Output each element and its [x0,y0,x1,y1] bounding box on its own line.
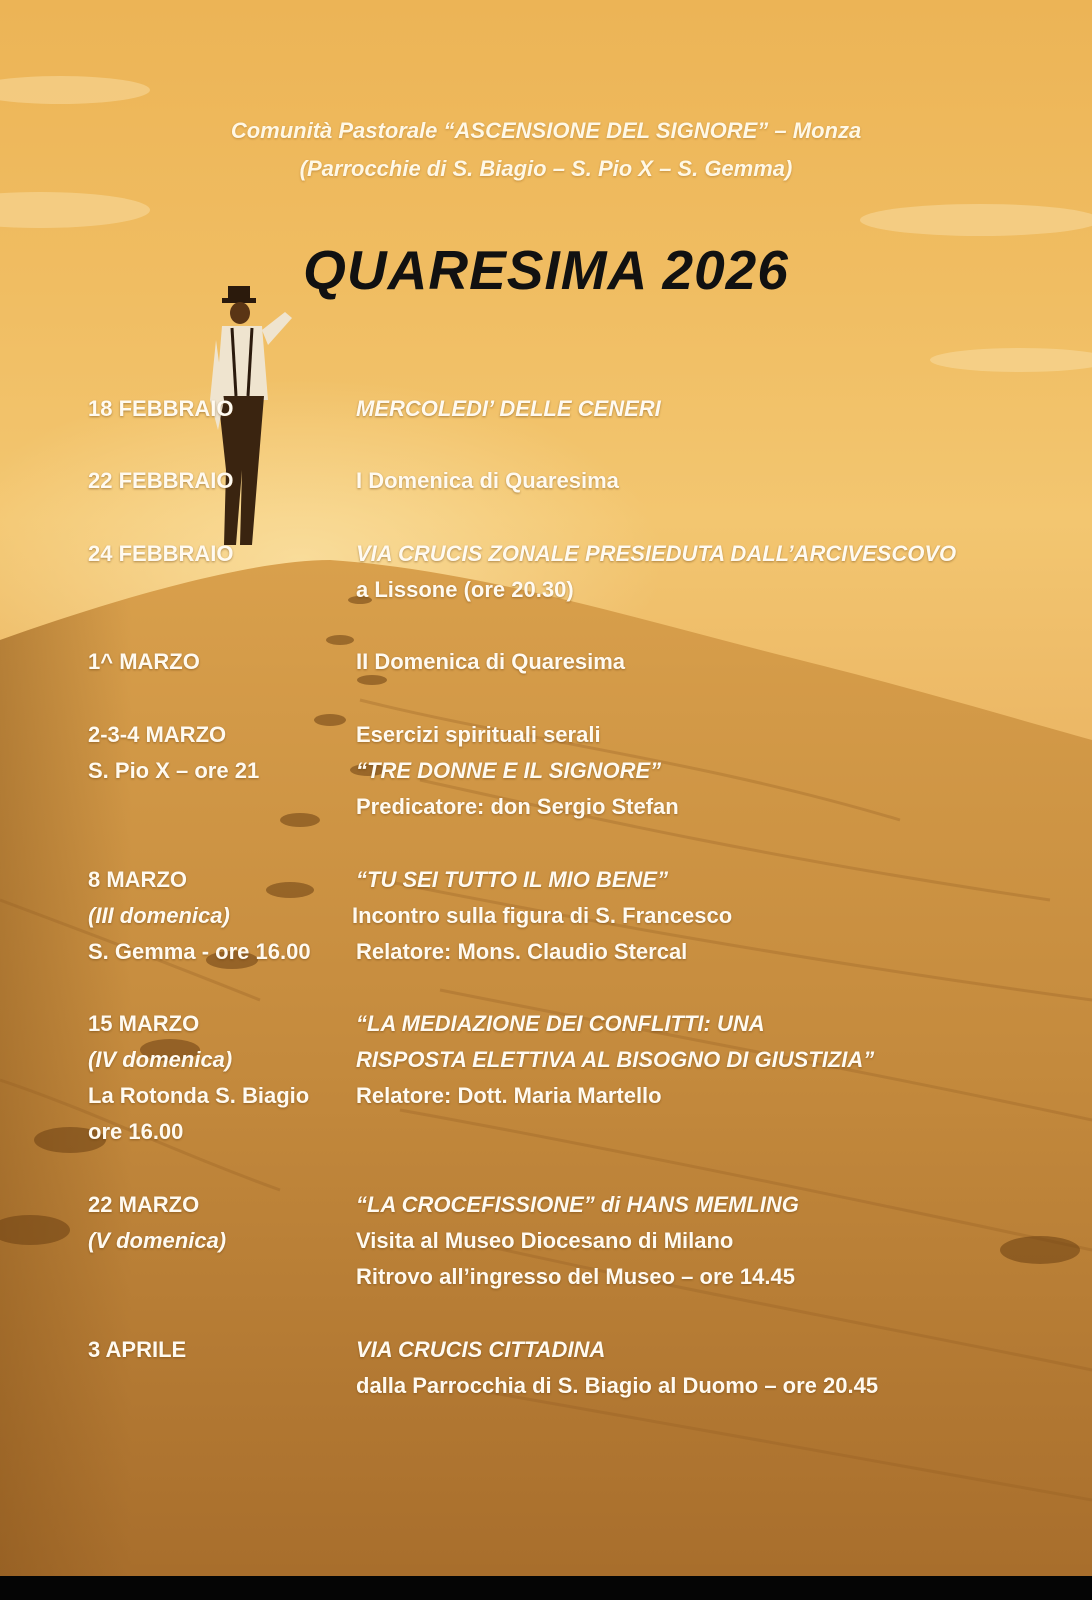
event-row [0,463,1092,499]
event-row [0,536,1092,572]
parishes-subheader: (Parrocchie di S. Biagio – S. Pio X – S. Gemma) [299,156,793,181]
event-title: II Domenica di Quaresima [356,649,625,674]
event-row [0,572,1092,608]
event-date: 22 MARZO [88,1192,200,1217]
event-date: 15 MARZO [88,1011,200,1036]
event-row [0,1368,1092,1404]
event-row [0,862,1092,898]
event-date: 24 FEBBRAIO [88,541,234,566]
event-subtitle: Visita al Museo Diocesano di Milano [356,1228,734,1253]
event-title: MERCOLEDI’ DELLE CENERI [356,396,661,421]
event-detail: dalla Parrocchia di S. Biagio al Duomo – ore 20.45 [356,1373,879,1398]
event-detail: a Lissone (ore 20.30) [356,577,574,602]
event-place: S. Gemma - ore 16.00 [88,939,311,964]
event-sunday: (III domenica) [88,903,230,928]
event-place: La Rotonda S. Biagio [88,1083,310,1108]
poster-title: QUARESIMA 2026 [303,239,789,301]
event-meeting: Ritrovo all’ingresso del Museo – ore 14.45 [356,1264,795,1289]
event-row [0,1187,1092,1223]
event-title: Esercizi spirituali serali [356,722,601,747]
event-subtitle: “TRE DONNE E IL SIGNORE” [356,758,662,783]
event-date: 1^ MARZO [88,649,200,674]
event-place: S. Pio X – ore 21 [88,758,260,783]
event-title: “LA MEDIAZIONE DEI CONFLITTI: UNA [356,1011,765,1036]
community-header: Comunità Pastorale “ASCENSIONE DEL SIGNORE” – Monza [230,118,862,143]
event-sunday: (V domenica) [88,1228,227,1253]
event-row [0,644,1092,680]
event-row [0,789,1092,825]
event-speaker: Predicatore: don Sergio Stefan [356,794,679,819]
event-title: “TU SEI TUTTO IL MIO BENE” [356,867,669,892]
event-row [0,1042,1092,1078]
event-title: I Domenica di Quaresima [356,468,619,493]
event-date: 8 MARZO [88,867,187,892]
event-row [0,1223,1092,1259]
bottom-bar [0,1576,1092,1600]
event-row [0,1078,1092,1114]
event-row [0,1332,1092,1368]
event-speaker: Relatore: Dott. Maria Martello [356,1083,662,1108]
event-title: VIA CRUCIS CITTADINA [356,1337,606,1362]
event-row [0,391,1092,427]
event-time: ore 16.00 [88,1119,184,1144]
event-row [0,717,1092,753]
event-date: 2-3-4 MARZO [88,722,227,747]
event-speaker: Relatore: Mons. Claudio Stercal [356,939,688,964]
event-row [0,1006,1092,1042]
event-date: 18 FEBBRAIO [88,396,234,421]
event-row [0,753,1092,789]
event-date: 3 APRILE [88,1337,187,1362]
event-title: “LA CROCEFISSIONE” di HANS MEMLING [356,1192,799,1217]
event-row [0,1259,1092,1295]
event-title: VIA CRUCIS ZONALE PRESIEDUTA DALL’ARCIVESCOVO [356,541,957,566]
event-subtitle: Incontro sulla figura di S. Francesco [352,903,733,928]
event-sunday: (IV domenica) [88,1047,233,1072]
event-date: 22 FEBBRAIO [88,468,234,493]
event-row [0,934,1092,970]
event-row [0,898,1092,934]
event-row [0,1114,1092,1150]
event-title-cont: RISPOSTA ELETTIVA AL BISOGNO DI GIUSTIZIA” [356,1047,875,1072]
